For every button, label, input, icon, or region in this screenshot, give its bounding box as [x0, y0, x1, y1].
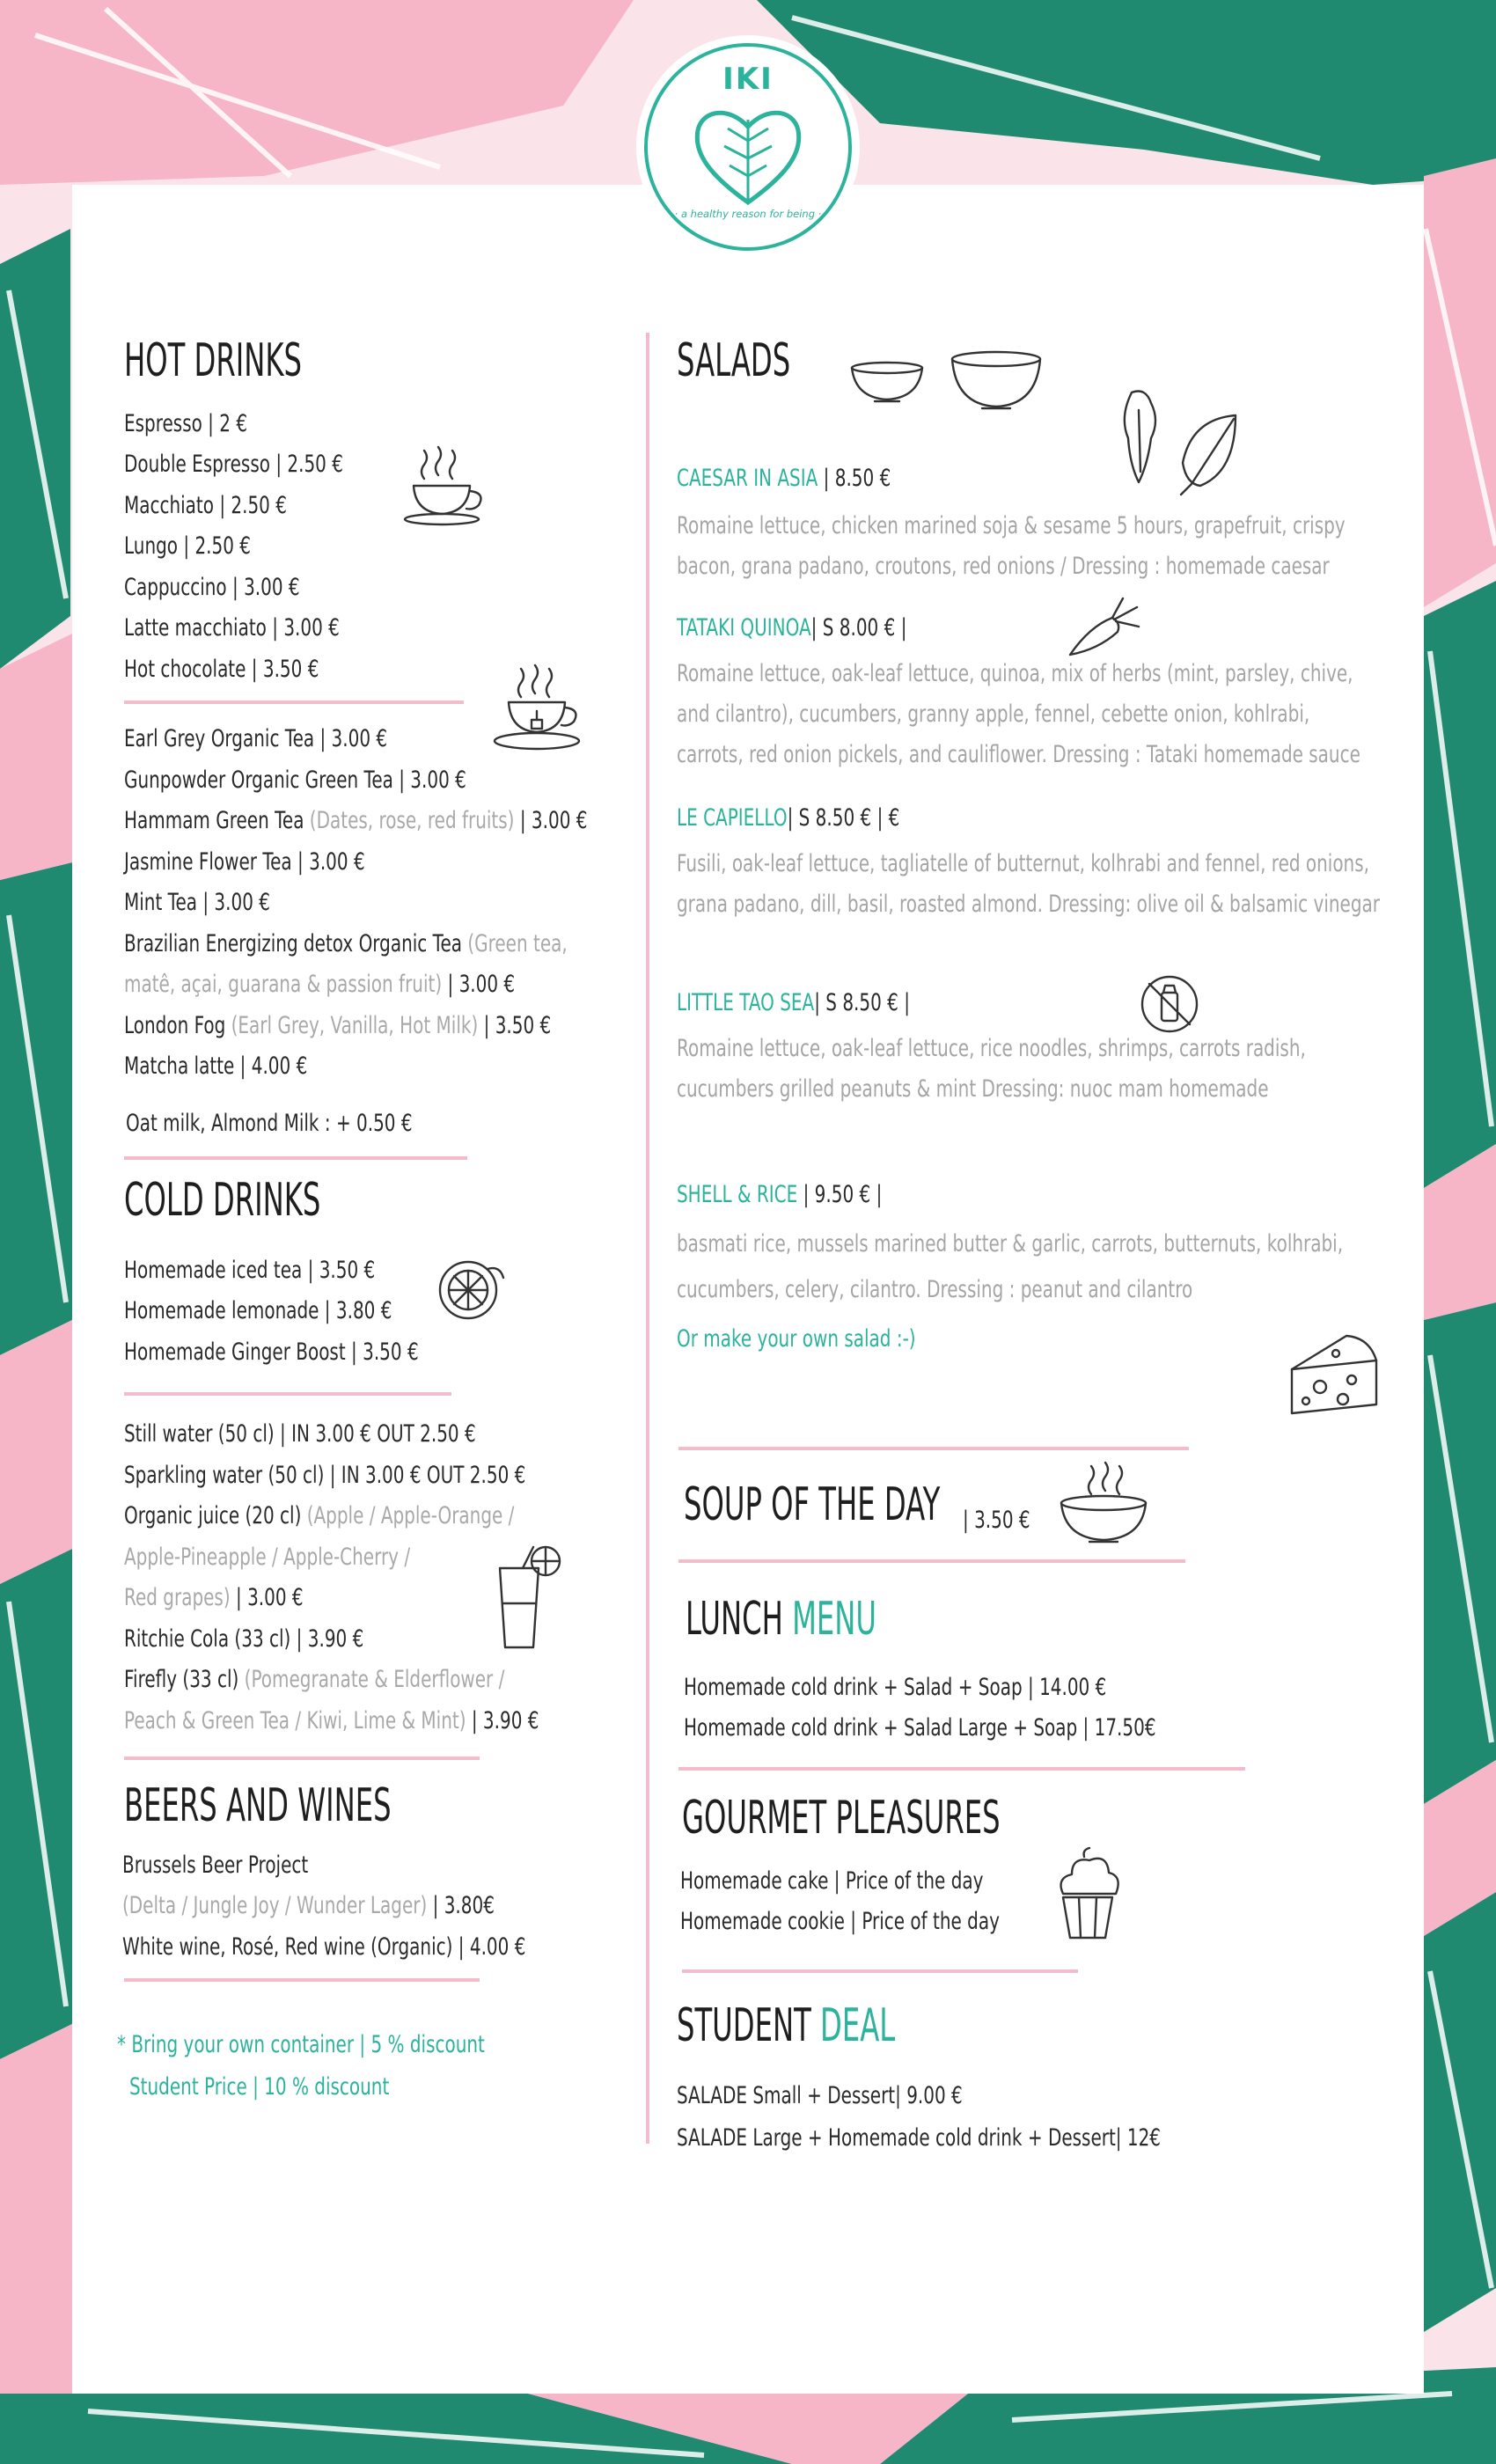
- menu-item: Ritchie Cola (33 cl) | 3.90 €: [124, 1625, 364, 1653]
- menu-item-continued: Peach & Green Tea / Kiwi, Lime & Mint) | 3.90 €: [124, 1707, 539, 1734]
- soup-bowl-icon: [1054, 1461, 1151, 1552]
- menu-item: Organic juice (20 cl) (Apple / Apple-Orange /: [124, 1502, 515, 1529]
- bowl-icon: [949, 347, 1045, 421]
- lemonade-glass-icon: [493, 1542, 572, 1660]
- gourmet-pleasures-title: GOURMET PLEASURES: [682, 1792, 1001, 1844]
- divider: [124, 1756, 480, 1760]
- divider: [124, 1392, 451, 1396]
- no-dairy-icon: [1139, 973, 1200, 1038]
- menu-item: Brazilian Energizing detox Organic Tea (Green tea,: [124, 930, 568, 957]
- salad-item-title: TATAKI QUINOA| S 8.00 € |: [677, 614, 907, 642]
- salad-description: bacon, grana padano, croutons, red onions / Dressing : homemade caesar: [677, 553, 1330, 580]
- salad-item-title: LITTLE TAO SEA| S 8.50 € |: [677, 989, 910, 1016]
- menu-item: Sparkling water (50 cl) | IN 3.00 € OUT 2.50 €: [124, 1462, 526, 1489]
- lunch-menu-title: LUNCH MENU: [686, 1593, 876, 1646]
- hot-drinks-title: HOT DRINKS: [124, 334, 303, 387]
- cupcake-icon: [1052, 1844, 1123, 1954]
- radish-icon: [1114, 384, 1176, 502]
- cheese-icon: [1285, 1325, 1382, 1426]
- gourmet-item: Homemade cookie | Price of the day: [680, 1908, 1000, 1935]
- divider: [124, 1978, 480, 1982]
- menu-item: Homemade iced tea | 3.50 €: [124, 1257, 376, 1284]
- soup-title: SOUP OF THE DAY: [684, 1478, 941, 1531]
- menu-item-continued: matê, açai, guarana & passion fruit) | 3.00 €: [124, 971, 516, 998]
- student-price-note: Student Price | 10 % discount: [129, 2073, 390, 2101]
- lemon-icon: [433, 1250, 512, 1332]
- menu-item: Earl Grey Organic Tea | 3.00 €: [124, 725, 388, 752]
- menu-item-continued: Red grapes) | 3.00 €: [124, 1584, 304, 1611]
- divider: [678, 1559, 1185, 1563]
- divider: [678, 1447, 1189, 1450]
- divider: [682, 1969, 1078, 1973]
- student-deal-item: SALADE Small + Dessert| 9.00 €: [677, 2082, 963, 2109]
- salads-title: SALADS: [677, 334, 791, 387]
- menu-item: Cappuccino | 3.00 €: [124, 574, 300, 601]
- carrot-icon: [1063, 591, 1142, 665]
- spinach-leaf-icon: [1174, 410, 1244, 502]
- cold-drinks-title: COLD DRINKS: [124, 1174, 321, 1227]
- tea-cup-icon: [489, 660, 586, 760]
- menu-item: London Fog (Earl Grey, Vanilla, Hot Milk) | 3.50 €: [124, 1012, 552, 1039]
- milk-note: Oat milk, Almond Milk : + 0.50 €: [126, 1110, 413, 1137]
- salad-description: carrots, red onion pickels, and cauliflower. Dressing : Tataki homemade sauce: [677, 741, 1360, 768]
- menu-item: Latte macchiato | 3.00 €: [124, 614, 340, 642]
- make-your-own-salad: Or make your own salad :-): [677, 1325, 916, 1353]
- salad-description: basmati rice, mussels marined butter & garlic, carrots, butternuts, kolhrabi,: [677, 1230, 1344, 1258]
- menu-item: Jasmine Flower Tea | 3.00 €: [124, 848, 365, 876]
- menu-item: Still water (50 cl) | IN 3.00 € OUT 2.50 €: [124, 1420, 476, 1448]
- menu-item: White wine, Rosé, Red wine (Organic) | 4.00 €: [122, 1933, 526, 1961]
- menu-item: Lungo | 2.50 €: [124, 532, 251, 560]
- salad-item-title: CAESAR IN ASIA | 8.50 €: [677, 465, 891, 492]
- menu-item: Homemade lemonade | 3.80 €: [124, 1297, 392, 1324]
- salad-description: cucumbers grilled peanuts & mint Dressing: nuoc mam homemade: [677, 1075, 1269, 1103]
- divider: [124, 700, 464, 704]
- divider: [124, 1156, 467, 1160]
- column-divider: [646, 333, 649, 2144]
- salad-item-title: SHELL & RICE | 9.50 € |: [677, 1181, 883, 1208]
- bowl-icon: [848, 356, 928, 412]
- salad-item-title: LE CAPIELLO| S 8.50 € | €: [677, 804, 900, 832]
- salad-description: and cilantro), cucumbers, granny apple, fennel, cebette onion, kohlrabi,: [677, 700, 1310, 728]
- menu-item: Homemade Ginger Boost | 3.50 €: [124, 1338, 419, 1366]
- salad-description: Fusili, oak-leaf lettuce, tagliatelle of butternut, kolhrabi and fennel, red onions,: [677, 850, 1369, 877]
- menu-item: Double Espresso | 2.50 €: [124, 451, 343, 478]
- salad-description: grana padano, dill, basil, roasted almond. Dressing: olive oil & balsamic vinegar: [677, 891, 1380, 918]
- logo-name: IKI: [722, 62, 774, 97]
- menu-item-continued: Apple-Pineapple / Apple-Cherry /: [124, 1544, 411, 1571]
- salad-description: cucumbers, celery, cilantro. Dressing : peanut and cilantro: [677, 1276, 1193, 1303]
- container-discount-note: * Bring your own container | 5 % discount: [117, 2031, 485, 2058]
- menu-item: Matcha latte | 4.00 €: [124, 1052, 308, 1080]
- menu-item: Firefly (33 cl) (Pomegranate & Elderflower /: [124, 1666, 505, 1693]
- salad-description: Romaine lettuce, oak-leaf lettuce, rice noodles, shrimps, carrots radish,: [677, 1035, 1306, 1062]
- soup-price: | 3.50 €: [963, 1507, 1030, 1534]
- gourmet-item: Homemade cake | Price of the day: [680, 1867, 984, 1895]
- menu-item: Macchiato | 2.50 €: [124, 492, 287, 519]
- menu-item: Hammam Green Tea (Dates, rose, red fruits) | 3.00 €: [124, 807, 588, 834]
- salad-description: Romaine lettuce, oak-leaf lettuce, quinoa, mix of herbs (mint, parsley, chive,: [677, 660, 1353, 687]
- menu-item: Hot chocolate | 3.50 €: [124, 656, 319, 683]
- student-deal-item: SALADE Large + Homemade cold drink + Dessert| 12€: [677, 2124, 1162, 2152]
- menu-item: Brussels Beer Project: [122, 1852, 309, 1879]
- menu-item: Espresso | 2 €: [124, 410, 248, 437]
- lunch-item: Homemade cold drink + Salad Large + Soap | 17.50€: [684, 1714, 1156, 1742]
- iki-logo: [636, 35, 860, 259]
- salad-description: Romaine lettuce, chicken marined soja & sesame 5 hours, grapefruit, crispy: [677, 512, 1346, 539]
- logo-tagline: · a healthy reason for being ·: [674, 208, 822, 220]
- menu-item: Mint Tea | 3.00 €: [124, 889, 270, 916]
- menu-item-continued: (Delta / Jungle Joy / Wunder Lager) | 3.80€: [122, 1892, 495, 1919]
- divider: [678, 1767, 1245, 1771]
- student-deal-title: STUDENT DEAL: [677, 1999, 896, 2052]
- menu-item: Gunpowder Organic Green Tea | 3.00 €: [124, 766, 466, 794]
- lunch-item: Homemade cold drink + Salad + Soap | 14.00 €: [684, 1674, 1107, 1701]
- beers-wines-title: BEERS AND WINES: [124, 1779, 392, 1832]
- coffee-cup-icon: [398, 440, 495, 532]
